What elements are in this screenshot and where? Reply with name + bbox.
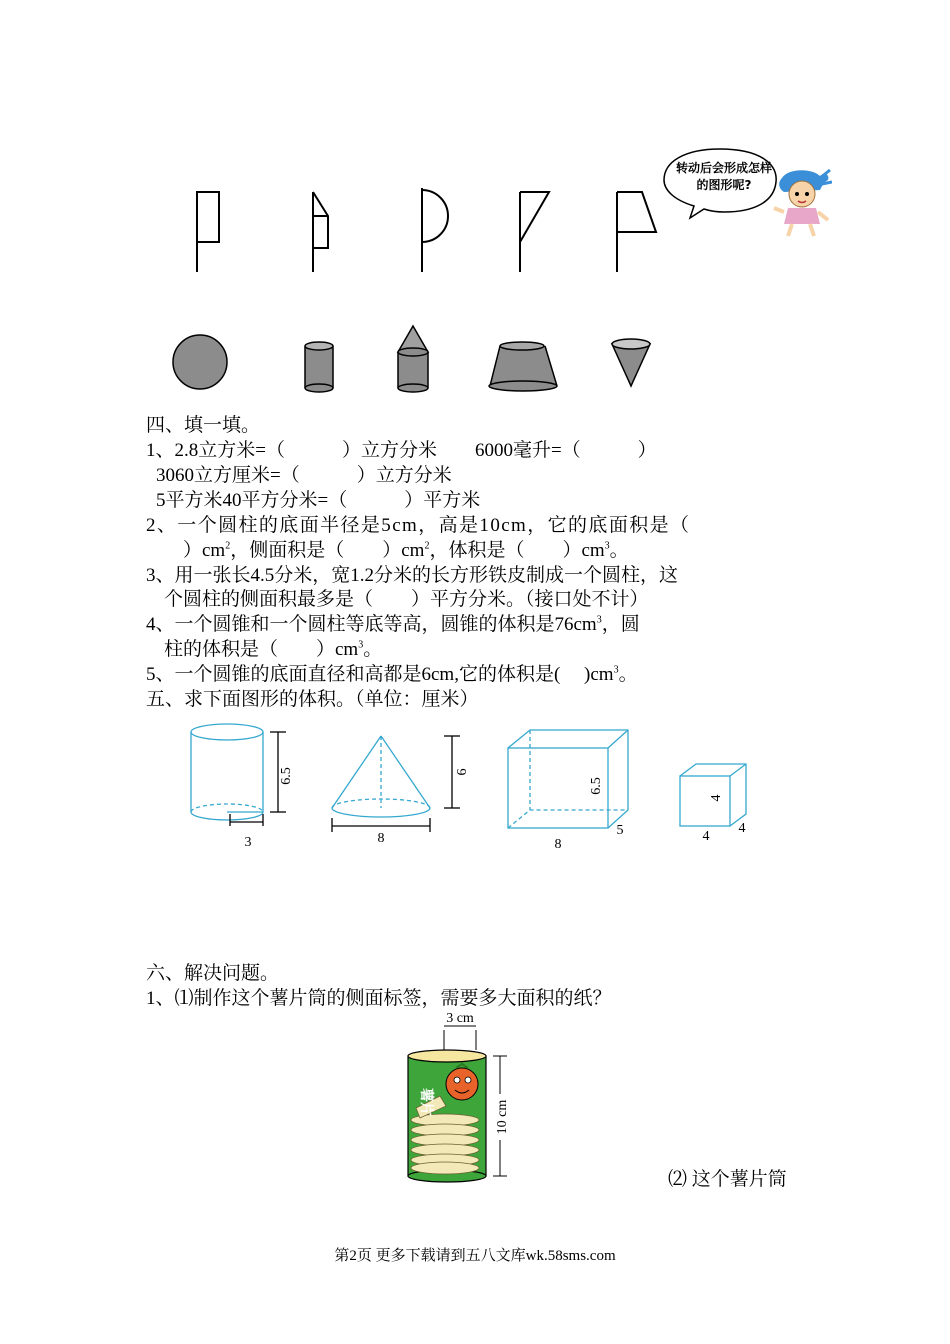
svg-text:3: 3 <box>244 835 252 850</box>
page-footer: 第2页 更多下载请到五八文库wk.58sms.com <box>334 1248 616 1264</box>
cylinder-diagram <box>191 724 286 826</box>
cartoon-girl-icon <box>772 168 832 240</box>
q2-line1: 2、一个圆柱的底面半径是5cm，高是10cm，它的底面积是（ <box>146 515 691 536</box>
section6-q1: 1、⑴制作这个薯片筒的侧面标签，需要多大面积的纸？ <box>146 988 612 1009</box>
svg-text:6.5: 6.5 <box>279 767 294 785</box>
svg-text:4: 4 <box>709 794 724 802</box>
svg-text:8: 8 <box>377 831 385 846</box>
q3-line1: 3、用一张长4.5分米，宽1.2分米的长方形铁皮制成一个圆柱，这 <box>146 565 679 586</box>
rotation-figures <box>0 180 680 280</box>
cylinder-shape <box>305 342 333 392</box>
q1-line3: 5平方米40平方分米=（ ）平方米 <box>156 490 481 511</box>
svg-text:薯片: 薯片 <box>418 1088 434 1116</box>
svg-text:6: 6 <box>455 768 470 776</box>
q4-line2: 柱的体积是（ ）$cm^3$。 <box>164 639 383 660</box>
chips-can-illustration <box>400 1010 530 1190</box>
q4-line1: 4、一个圆锥和一个圆柱等底等高，圆锥的体积是$76cm^3$，圆 <box>146 614 640 635</box>
q5-line: 5、一个圆锥的底面直径和高都是6cm,它的体积是( )$cm^3$。 <box>146 664 638 685</box>
svg-text:5: 5 <box>616 823 624 838</box>
section6-q2: ⑵ 这个薯片筒 <box>668 1169 787 1190</box>
flag-triangle <box>520 192 549 272</box>
section4-title: 四、填一填。 <box>146 415 261 436</box>
q2-line2: ）$cm^2$，侧面积是（ ）$cm^2$，体积是（ ）$cm^3$。 <box>164 540 629 561</box>
svg-text:4: 4 <box>702 829 710 844</box>
svg-text:4: 4 <box>738 821 746 836</box>
q1-line1: 1、2.8立方米=（ ）立方分米 6000毫升=（ ） <box>146 440 657 461</box>
svg-text:8: 8 <box>554 837 562 852</box>
svg-text:6.5: 6.5 <box>589 777 604 795</box>
flag-semicircle <box>422 188 448 272</box>
section6-title: 六、解决问题。 <box>146 963 280 984</box>
cone-diagram <box>332 736 460 832</box>
box-diagram <box>508 730 628 828</box>
flag-trapezoid <box>617 192 656 272</box>
flag-rectangle <box>197 192 219 272</box>
q1-line2: 3060立方厘米=（ ）立方分米 <box>156 465 452 486</box>
q3-line2: 个圆柱的侧面积最多是（ ）平方分米。（接口处不计） <box>164 589 649 610</box>
speech-bubble-text: 转动后会形成怎样的图形呢? <box>675 161 772 192</box>
inverted-cone-shape <box>612 339 650 386</box>
sphere-shape <box>173 335 227 389</box>
svg-text:10 cm: 10 cm <box>495 1099 510 1135</box>
solid-shapes <box>160 320 670 400</box>
frustum-shape <box>489 342 557 391</box>
cone-cylinder-shape <box>398 326 428 392</box>
svg-text:3 cm: 3 cm <box>446 1011 474 1026</box>
flag-rect-triangle <box>313 192 328 272</box>
section5-title: 五、求下面图形的体积。（单位：厘米） <box>146 689 479 710</box>
volume-diagrams <box>180 720 770 860</box>
